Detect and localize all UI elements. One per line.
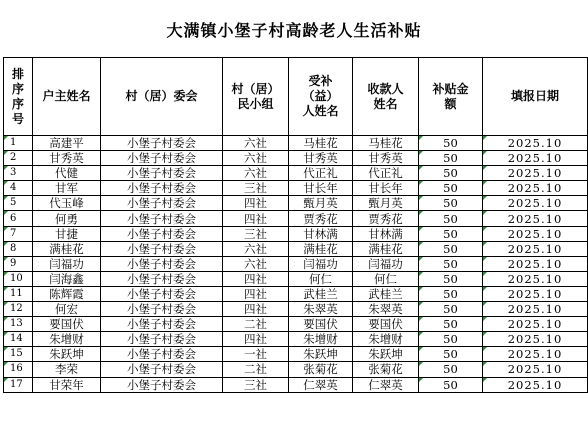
cell-amount[interactable]: 50 [419,211,483,226]
cell-payee[interactable]: 朱翠英 [353,302,419,317]
cell-amount[interactable]: 50 [419,241,483,256]
cell-committee[interactable]: 小堡子村委会 [101,302,223,317]
cell-payee[interactable]: 何仁 [353,271,419,286]
cell-recipient[interactable]: 代正礼 [289,166,353,181]
cell-recipient[interactable]: 满桂花 [289,241,353,256]
cell-date[interactable]: 2025.10 [483,347,588,362]
cell-date[interactable]: 2025.10 [483,286,588,301]
cell-date[interactable]: 2025.10 [483,241,588,256]
table-row [4,241,588,256]
header-row [4,58,588,136]
cell-group[interactable]: 四社 [223,302,289,317]
table-row [4,136,588,151]
cell-recipient[interactable]: 闫福功 [289,256,353,271]
cell-amount[interactable]: 50 [419,347,483,362]
cell-idx[interactable]: 8 [4,241,33,256]
cell-amount[interactable]: 50 [419,286,483,301]
cell-idx[interactable]: 17 [4,377,33,392]
cell-recipient[interactable]: 甘林满 [289,226,353,241]
cell-payee[interactable]: 满桂花 [353,241,419,256]
cell-payee[interactable]: 要国伏 [353,317,419,332]
cell-payee[interactable]: 甘林满 [353,226,419,241]
cell-committee[interactable]: 小堡子村委会 [101,136,223,151]
cell-idx[interactable]: 11 [4,286,33,301]
cell-amount[interactable]: 50 [419,302,483,317]
cell-committee[interactable]: 小堡子村委会 [101,211,223,226]
cell-amount[interactable]: 50 [419,317,483,332]
cell-group[interactable]: 四社 [223,332,289,347]
cell-committee[interactable]: 小堡子村委会 [101,196,223,211]
cell-idx[interactable]: 5 [4,196,33,211]
cell-recipient[interactable]: 甘长年 [289,181,353,196]
cell-amount[interactable]: 50 [419,181,483,196]
cell-recipient[interactable]: 要国伏 [289,317,353,332]
table-row [4,317,588,332]
cell-idx[interactable]: 14 [4,332,33,347]
cell-payee[interactable]: 张菊花 [353,362,419,377]
cell-recipient[interactable]: 马桂花 [289,136,353,151]
cell-householder[interactable]: 闫福功 [33,256,101,271]
cell-committee[interactable]: 小堡子村委会 [101,377,223,392]
cell-committee[interactable]: 小堡子村委会 [101,181,223,196]
table-row [4,196,588,211]
cell-idx[interactable]: 4 [4,181,33,196]
cell-recipient[interactable]: 武桂兰 [289,286,353,301]
table-row [4,332,588,347]
cell-payee[interactable]: 闫福功 [353,256,419,271]
cell-householder[interactable]: 李荣 [33,362,101,377]
cell-committee[interactable]: 小堡子村委会 [101,226,223,241]
cell-date[interactable]: 2025.10 [483,362,588,377]
cell-committee[interactable]: 小堡子村委会 [101,271,223,286]
cell-group[interactable]: 四社 [223,196,289,211]
cell-payee[interactable]: 甘长年 [353,181,419,196]
cell-payee[interactable]: 马桂花 [353,136,419,151]
table-row [4,256,588,271]
cell-group[interactable]: 三社 [223,181,289,196]
cell-idx[interactable]: 9 [4,256,33,271]
cell-householder[interactable]: 甘荣年 [33,377,101,392]
cell-date[interactable]: 2025.10 [483,377,588,392]
cell-committee[interactable]: 小堡子村委会 [101,286,223,301]
cell-amount[interactable]: 50 [419,271,483,286]
header-recipient[interactable]: 受补（益）人姓名 [289,58,353,136]
subsidy-table [3,57,588,393]
cell-committee[interactable]: 小堡子村委会 [101,241,223,256]
cell-householder[interactable]: 要国伏 [33,317,101,332]
table-row [4,211,588,226]
cell-payee[interactable]: 代正礼 [353,166,419,181]
cell-amount[interactable]: 50 [419,256,483,271]
cell-group[interactable]: 三社 [223,377,289,392]
cell-date[interactable]: 2025.10 [483,136,588,151]
sheet-title: 大满镇小堡子村高龄老人生活补贴 [166,21,422,40]
header-group[interactable]: 村（居）民小组 [223,58,289,136]
cell-payee[interactable]: 仁翠英 [353,377,419,392]
cell-group[interactable]: 四社 [223,286,289,301]
table-row [4,226,588,241]
cell-committee[interactable]: 小堡子村委会 [101,362,223,377]
cell-committee[interactable]: 小堡子村委会 [101,347,223,362]
cell-householder[interactable]: 代健 [33,166,101,181]
cell-idx[interactable]: 2 [4,151,33,166]
cell-idx[interactable]: 10 [4,271,33,286]
cell-date[interactable]: 2025.10 [483,181,588,196]
cell-amount[interactable]: 50 [419,196,483,211]
table-row [4,181,588,196]
cell-recipient[interactable]: 张菊花 [289,362,353,377]
cell-payee[interactable]: 武桂兰 [353,286,419,301]
cell-group[interactable]: 三社 [223,226,289,241]
cell-date[interactable]: 2025.10 [483,196,588,211]
table-row [4,362,588,377]
cell-idx[interactable]: 3 [4,166,33,181]
cell-payee[interactable]: 甄月英 [353,196,419,211]
cell-amount[interactable]: 50 [419,377,483,392]
cell-group[interactable]: 二社 [223,362,289,377]
cell-payee[interactable]: 甘秀英 [353,151,419,166]
cell-recipient[interactable]: 何仁 [289,271,353,286]
cell-recipient[interactable]: 仁翠英 [289,377,353,392]
header-amount[interactable]: 补贴金额 [419,58,483,136]
header-payee[interactable]: 收款人姓名 [353,58,419,136]
cell-idx[interactable]: 16 [4,362,33,377]
table-row [4,151,588,166]
cell-recipient[interactable]: 贾秀花 [289,211,353,226]
table-row [4,286,588,301]
cell-recipient[interactable]: 朱翠英 [289,302,353,317]
header-idx[interactable]: 排序序号 [4,58,33,136]
cell-idx[interactable]: 12 [4,302,33,317]
cell-date[interactable]: 2025.10 [483,317,588,332]
cell-householder[interactable]: 陈辉霞 [33,286,101,301]
cell-recipient[interactable]: 朱增财 [289,332,353,347]
table-row [4,347,588,362]
cell-householder[interactable]: 何宏 [33,302,101,317]
cell-committee[interactable]: 小堡子村委会 [101,151,223,166]
table-row [4,302,588,317]
cell-amount[interactable]: 50 [419,226,483,241]
cell-date[interactable]: 2025.10 [483,332,588,347]
cell-payee[interactable]: 贾秀花 [353,211,419,226]
cell-date[interactable]: 2025.10 [483,151,588,166]
cell-idx[interactable]: 6 [4,211,33,226]
cell-committee[interactable]: 小堡子村委会 [101,317,223,332]
cell-group[interactable]: 六社 [223,151,289,166]
cell-amount[interactable]: 50 [419,151,483,166]
cell-idx[interactable]: 13 [4,317,33,332]
cell-recipient[interactable]: 朱跃坤 [289,347,353,362]
cell-householder[interactable]: 朱增财 [33,332,101,347]
cell-idx[interactable]: 1 [4,136,33,151]
cell-householder[interactable]: 满桂花 [33,241,101,256]
cell-group[interactable]: 四社 [223,211,289,226]
table-row [4,377,588,392]
cell-group[interactable]: 六社 [223,166,289,181]
cell-group[interactable]: 二社 [223,317,289,332]
cell-group[interactable]: 六社 [223,256,289,271]
cell-amount[interactable]: 50 [419,136,483,151]
cell-householder[interactable]: 高建平 [33,136,101,151]
cell-payee[interactable]: 朱增财 [353,332,419,347]
cell-date[interactable]: 2025.10 [483,271,588,286]
cell-group[interactable]: 六社 [223,241,289,256]
cell-householder[interactable]: 朱跃坤 [33,347,101,362]
cell-amount[interactable]: 50 [419,362,483,377]
cell-date[interactable]: 2025.10 [483,302,588,317]
cell-idx[interactable]: 15 [4,347,33,362]
header-householder[interactable]: 户主姓名 [33,58,101,136]
cell-payee[interactable]: 朱跃坤 [353,347,419,362]
cell-committee[interactable]: 小堡子村委会 [101,256,223,271]
cell-group[interactable]: 一社 [223,347,289,362]
cell-date[interactable]: 2025.10 [483,226,588,241]
cell-amount[interactable]: 50 [419,166,483,181]
cell-committee[interactable]: 小堡子村委会 [101,166,223,181]
cell-committee[interactable]: 小堡子村委会 [101,332,223,347]
cell-date[interactable]: 2025.10 [483,211,588,226]
cell-householder[interactable]: 甘军 [33,181,101,196]
table-row [4,166,588,181]
header-date[interactable]: 填报日期 [483,58,588,136]
cell-householder[interactable]: 代玉峰 [33,196,101,211]
cell-householder[interactable]: 闫海鑫 [33,271,101,286]
cell-amount[interactable]: 50 [419,332,483,347]
cell-idx[interactable]: 7 [4,226,33,241]
cell-householder[interactable]: 何勇 [33,211,101,226]
cell-group[interactable]: 四社 [223,271,289,286]
cell-householder[interactable]: 甘捷 [33,226,101,241]
cell-group[interactable]: 六社 [223,136,289,151]
cell-recipient[interactable]: 甘秀英 [289,151,353,166]
cell-date[interactable]: 2025.10 [483,166,588,181]
cell-recipient[interactable]: 甄月英 [289,196,353,211]
cell-householder[interactable]: 甘秀英 [33,151,101,166]
header-committee[interactable]: 村（居）委会 [101,58,223,136]
cell-date[interactable]: 2025.10 [483,256,588,271]
table-row [4,271,588,286]
